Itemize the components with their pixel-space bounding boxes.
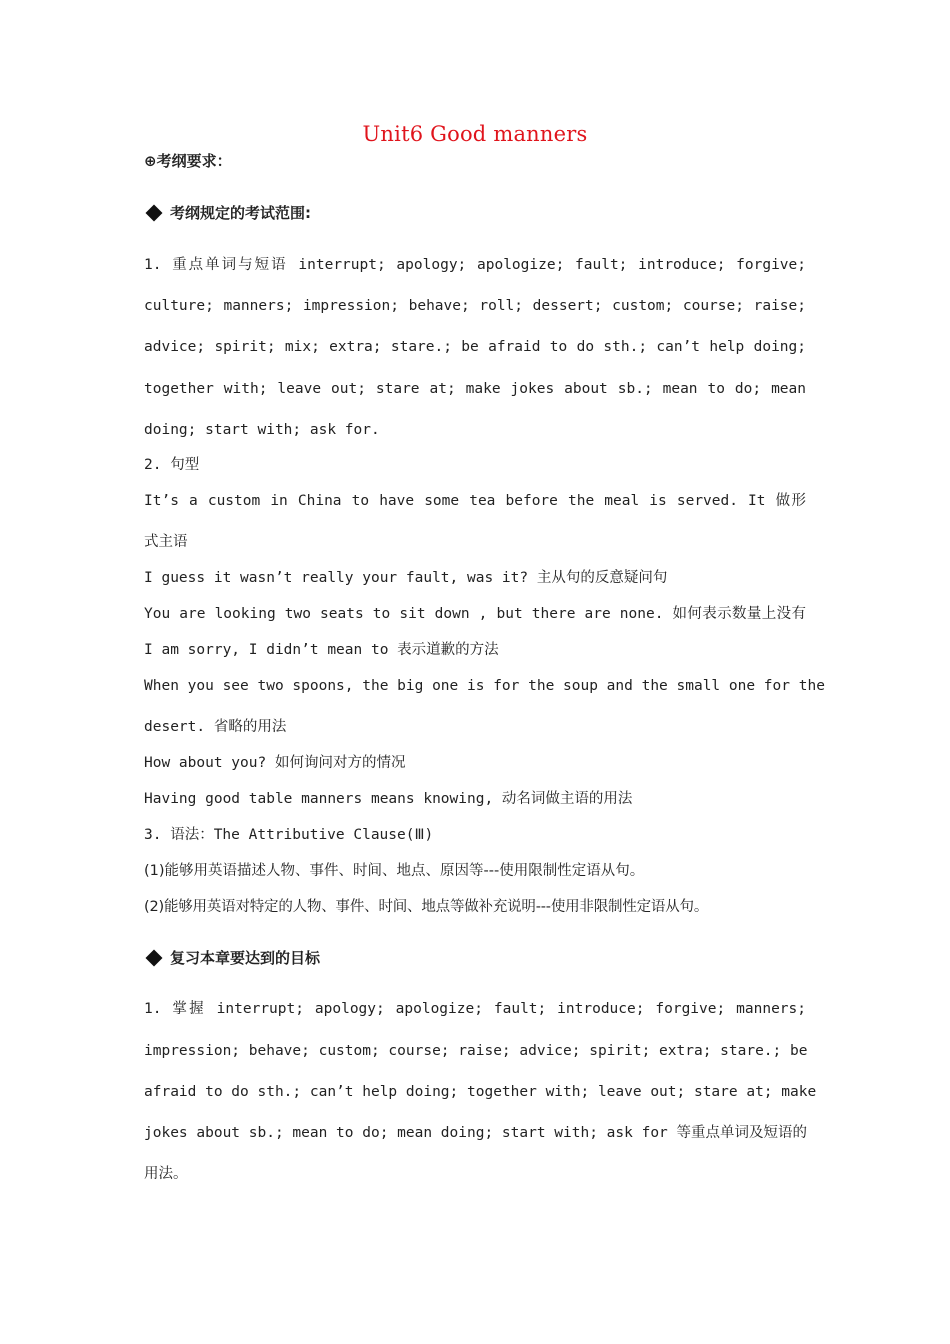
- sentence-line-4: You are looking two seats to sit down , but there are none. 如何表示数量上没有: [144, 606, 806, 622]
- sentence-line-9: Having good table manners means knowing, 动名词做主语的用法: [144, 791, 633, 807]
- vocab-line-2: culture; manners; impression; behave; roll; dessert; custom; course; raise;: [144, 298, 806, 314]
- goal-line-1: 1. 掌握 interrupt; apology; apologize; fault; introduce; forgive; manners;: [144, 1001, 806, 1017]
- vocab-line-3: advice; spirit; mix; extra; stare.; be afraid to do sth.; can’t help doing;: [144, 339, 806, 355]
- grammar-point-1: (1)能够用英语描述人物、事件、时间、地点、原因等---使用限制性定语从句。: [144, 863, 645, 879]
- section-heading-text: 考纲规定的考试范围:: [170, 204, 311, 222]
- section-heading-text: 复习本章要达到的目标: [170, 949, 321, 967]
- sentence-line-3: I guess it wasn’t really your fault, was it? 主从句的反意疑问句: [144, 570, 668, 586]
- page-title: Unit6 Good manners: [362, 122, 588, 146]
- sentence-line-6: When you see two spoons, the big one is for the soup and the small one for the: [144, 678, 825, 694]
- grammar-point-2: (2)能够用英语对特定的人物、事件、时间、地点等做补充说明---使用非限制性定语从句。: [144, 899, 709, 915]
- sentence-line-8: How about you? 如何询问对方的情况: [144, 755, 406, 771]
- sentence-line-7: desert. 省略的用法: [144, 719, 287, 735]
- requirements-label: ⊕考纲要求：: [144, 152, 232, 170]
- diamond-bullet-icon: [146, 204, 163, 221]
- sentence-patterns-label: 2. 句型: [144, 457, 200, 473]
- sentence-line-2: 式主语: [144, 534, 188, 550]
- goal-line-4: jokes about sb.; mean to do; mean doing; start with; ask for 等重点单词及短语的: [144, 1125, 808, 1141]
- vocab-line-1: 1. 重点单词与短语 interrupt; apology; apologize; fault; introduce; forgive;: [144, 257, 806, 273]
- grammar-label: 3. 语法：The Attributive Clause(Ⅲ): [144, 827, 434, 843]
- vocab-line-5: doing; start with; ask for.: [144, 422, 380, 438]
- section-heading-goals: [144, 947, 320, 968]
- section-heading-scope: [144, 202, 311, 223]
- goal-line-3: afraid to do sth.; can’t help doing; together with; leave out; stare at; make: [144, 1084, 817, 1100]
- sentence-line-5: I am sorry, I didn’t mean to 表示道歉的方法: [144, 642, 499, 658]
- diamond-bullet-icon: [146, 949, 163, 966]
- goal-line-2: impression; behave; custom; course; raise; advice; spirit; extra; stare.; be: [144, 1043, 808, 1059]
- sentence-line-1: It’s a custom in China to have some tea before the meal is served. It 做形: [144, 493, 806, 509]
- goal-line-5: 用法。: [144, 1166, 188, 1182]
- vocab-line-4: together with; leave out; stare at; make jokes about sb.; mean to do; mean: [144, 381, 806, 397]
